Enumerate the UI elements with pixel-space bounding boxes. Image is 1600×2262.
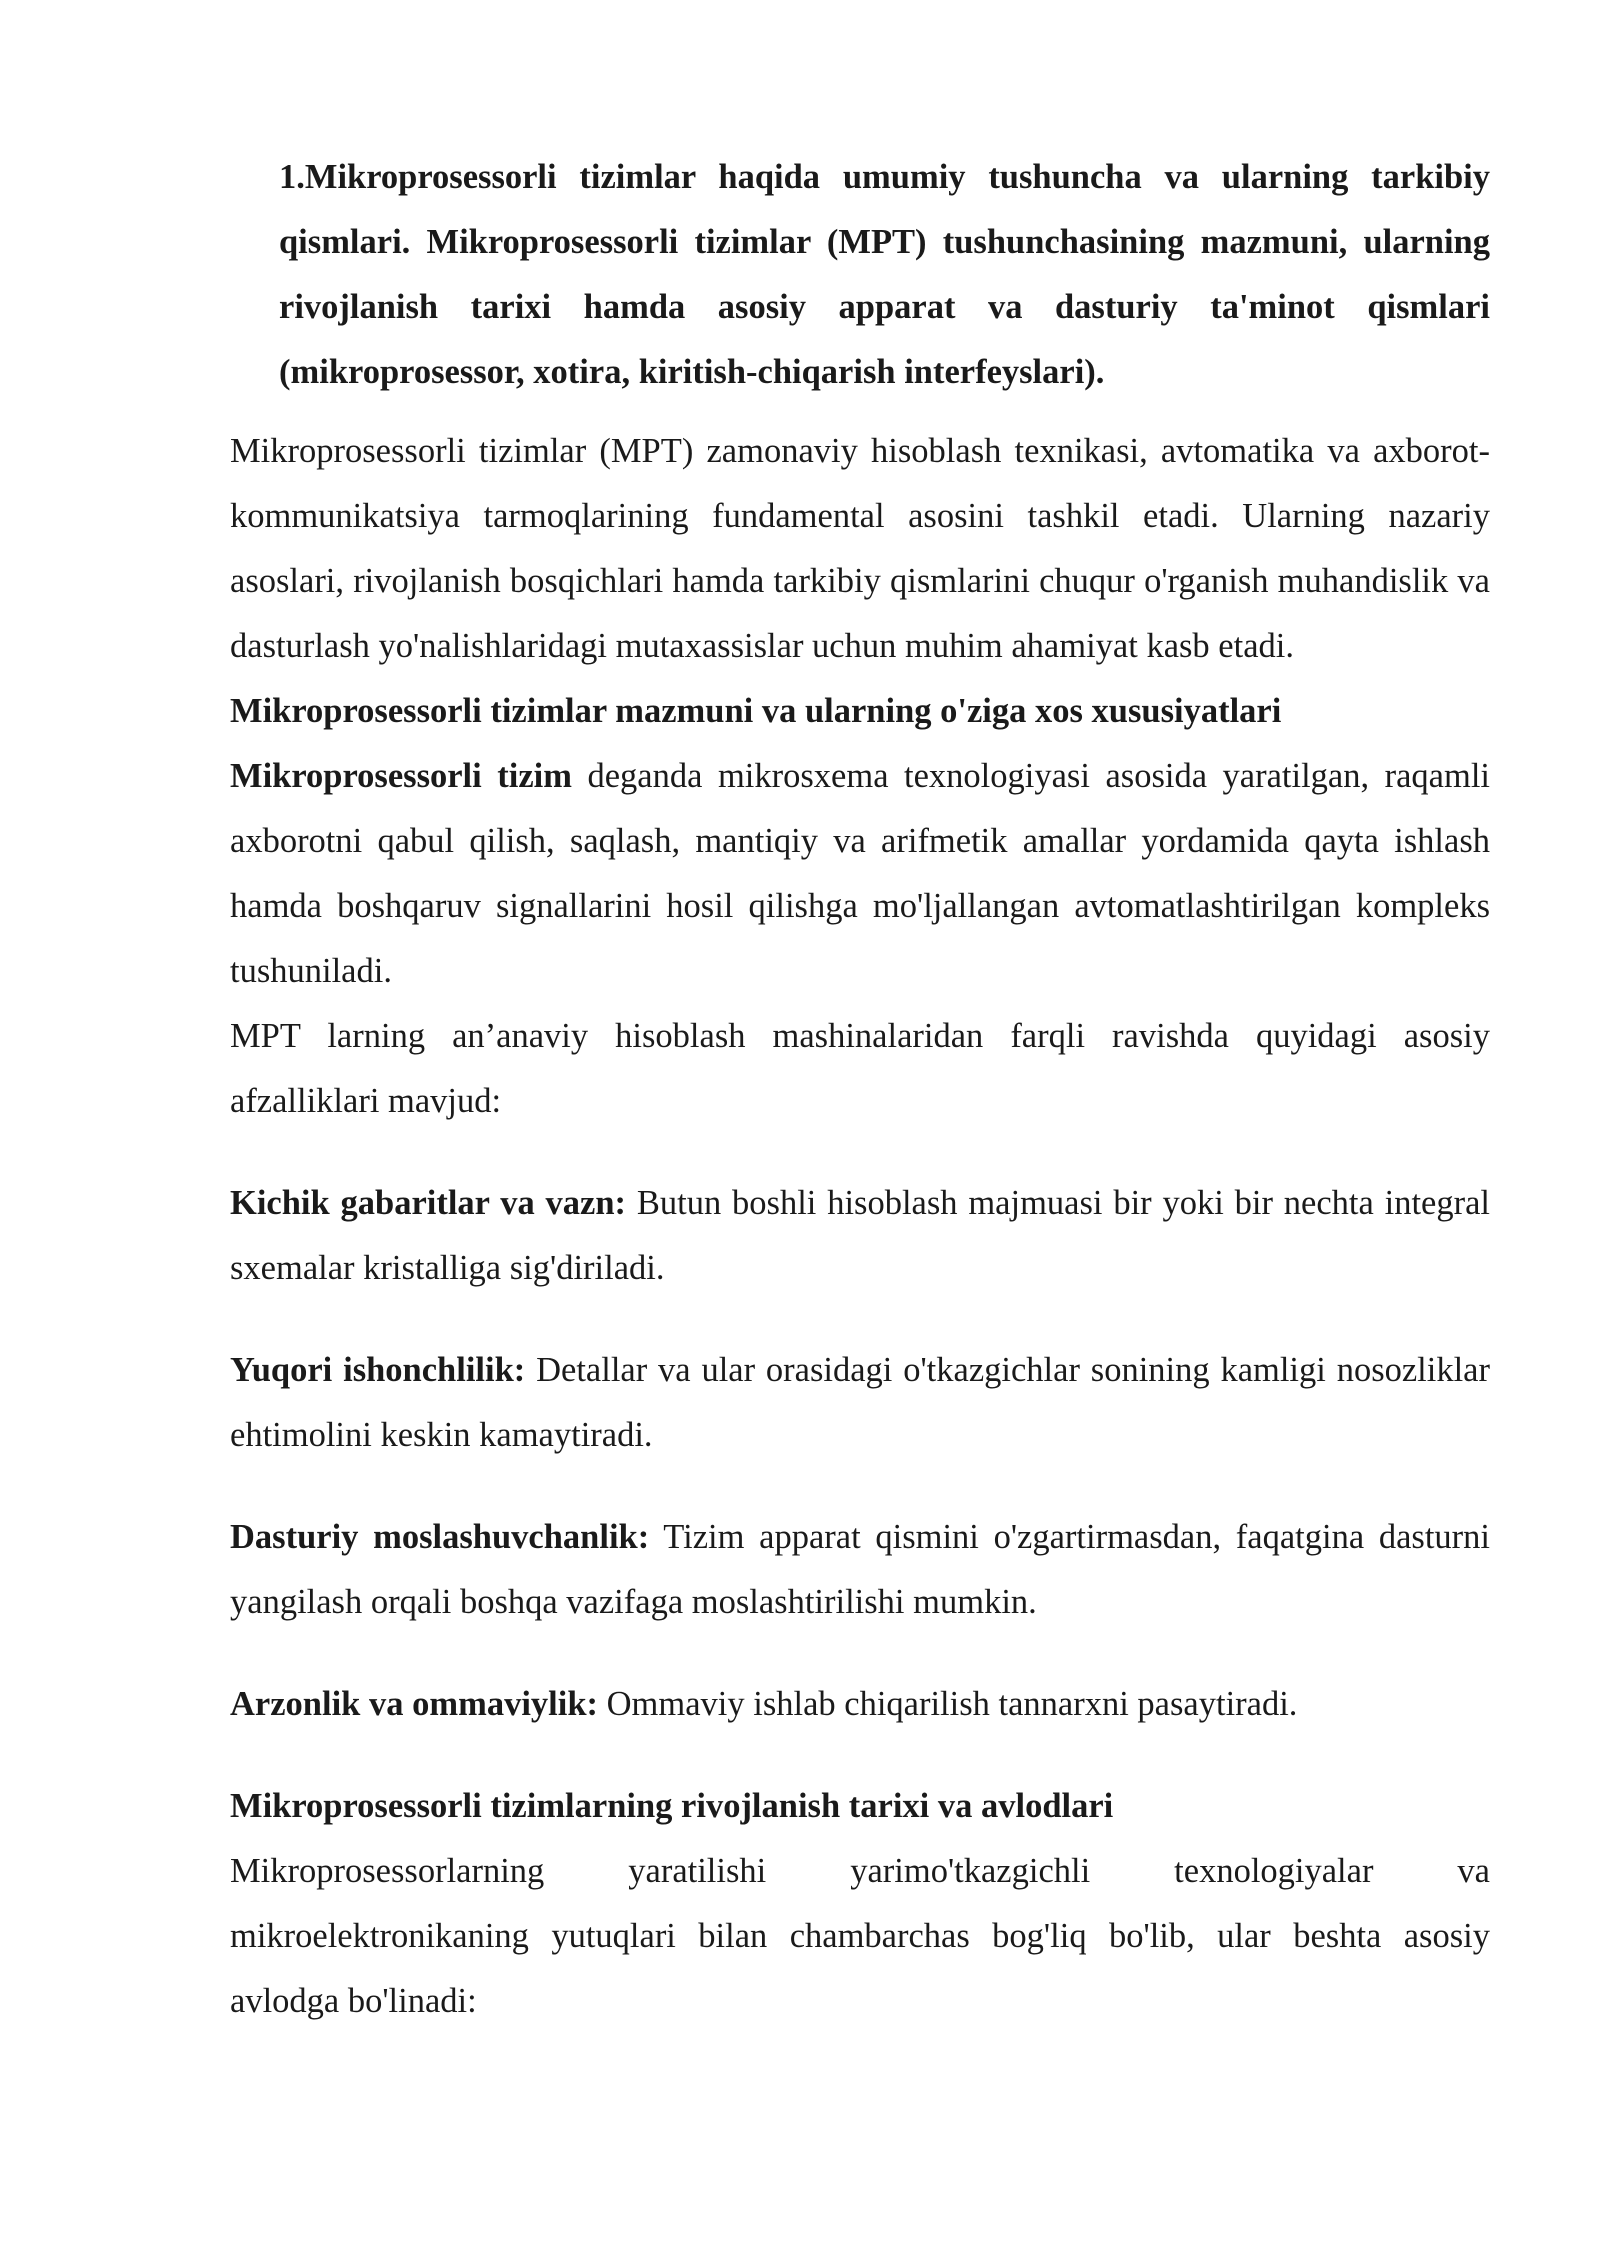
history-line-first: Mikroprosessorlarning yaratilishi yarimo'tkazgichli texnologiyalar va [230,1852,1490,1890]
feature-item [230,1171,1490,1301]
feature-term: Arzonlik va ommaviylik: [230,1685,598,1723]
feature-item [230,1338,1490,1468]
feature-term: Kichik gabaritlar va vazn: [230,1184,627,1222]
feature-term: Yuqori ishonchlilik: [230,1351,526,1389]
document-page [230,145,1490,2034]
section-title-history: Mikroprosessorli tizimlarning rivojlanish tarixi va avlodlari [230,1787,1114,1825]
feature-text: Butun boshli hisoblash majmuasi bir yoki bir nechta integral sxemalar kristalliga sig'diriladi. [230,1184,1491,1287]
feature-text: Ommaviy ishlab chiqarilish tannarxni pasaytiradi. [598,1685,1298,1723]
feature-term: Dasturiy moslashuvchanlik: [230,1518,650,1556]
section-title-features: Mikroprosessorli tizimlar mazmuni va ularning o'ziga xos xususiyatlari [230,692,1282,730]
history-paragraph-rest: mikroelektronikaning yutuqlari bilan chambarchas bog'liq bo'lib, ular beshta asosiy avlodga bo'linadi: [230,1917,1490,2020]
definition-paragraph [230,744,1490,1004]
advantages-intro: MPT larning an’anaviy hisoblash mashinalaridan farqli ravishda quyidagi asosiy afzalliklari mavjud: [230,1017,1490,1120]
intro-paragraph: Mikroprosessorli tizimlar (MPT) zamonaviy hisoblash texnikasi, avtomatika va axborot-kommunikatsiya tarmoqlarining fundamental asosini tashkil etadi. Ularning nazariy asoslari, rivojlanish bosqichlari hamda tarkibiy qismlarini chuqur o'rganish muhandislik va dasturlash yo'nalishlaridagi mutaxassislar uchun muhim ahamiyat kasb etadi. [230,432,1490,665]
feature-text: Detallar va ular orasidagi o'tkazgichlar sonining kamligi nosozliklar ehtimolini keskin kamaytiradi. [230,1351,1490,1454]
feature-text: Tizim apparat qismini o'zgartirmasdan, faqatgina dasturni yangilash orqali boshqa vazifaga moslashtirilishi mumkin. [230,1518,1490,1621]
main-heading: 1.Mikroprosessorli tizimlar haqida umumiy tushuncha va ularning tarkibiy qismlari. Mikroprosessorli tizimlar (MPT) tushunchasining mazmuni, ularning rivojlanish tarixi hamda asosiy apparat va dasturiy ta'minot qismlari (mikroprosessor, xotira, kiritish-chiqarish interfeyslari). [279,158,1490,391]
definition-text: deganda mikrosxema texnologiyasi asosida yaratilgan, raqamli axborotni qabul qilish, saqlash, mantiqiy va arifmetik amallar yordamida qayta ishlash hamda boshqaruv signallarini hosil qilishga mo'ljallangan avtomatlashtirilgan kompleks tushuniladi. [230,757,1490,990]
feature-item [230,1505,1490,1635]
definition-term: Mikroprosessorli tizim [230,757,572,795]
feature-item [230,1672,1490,1737]
